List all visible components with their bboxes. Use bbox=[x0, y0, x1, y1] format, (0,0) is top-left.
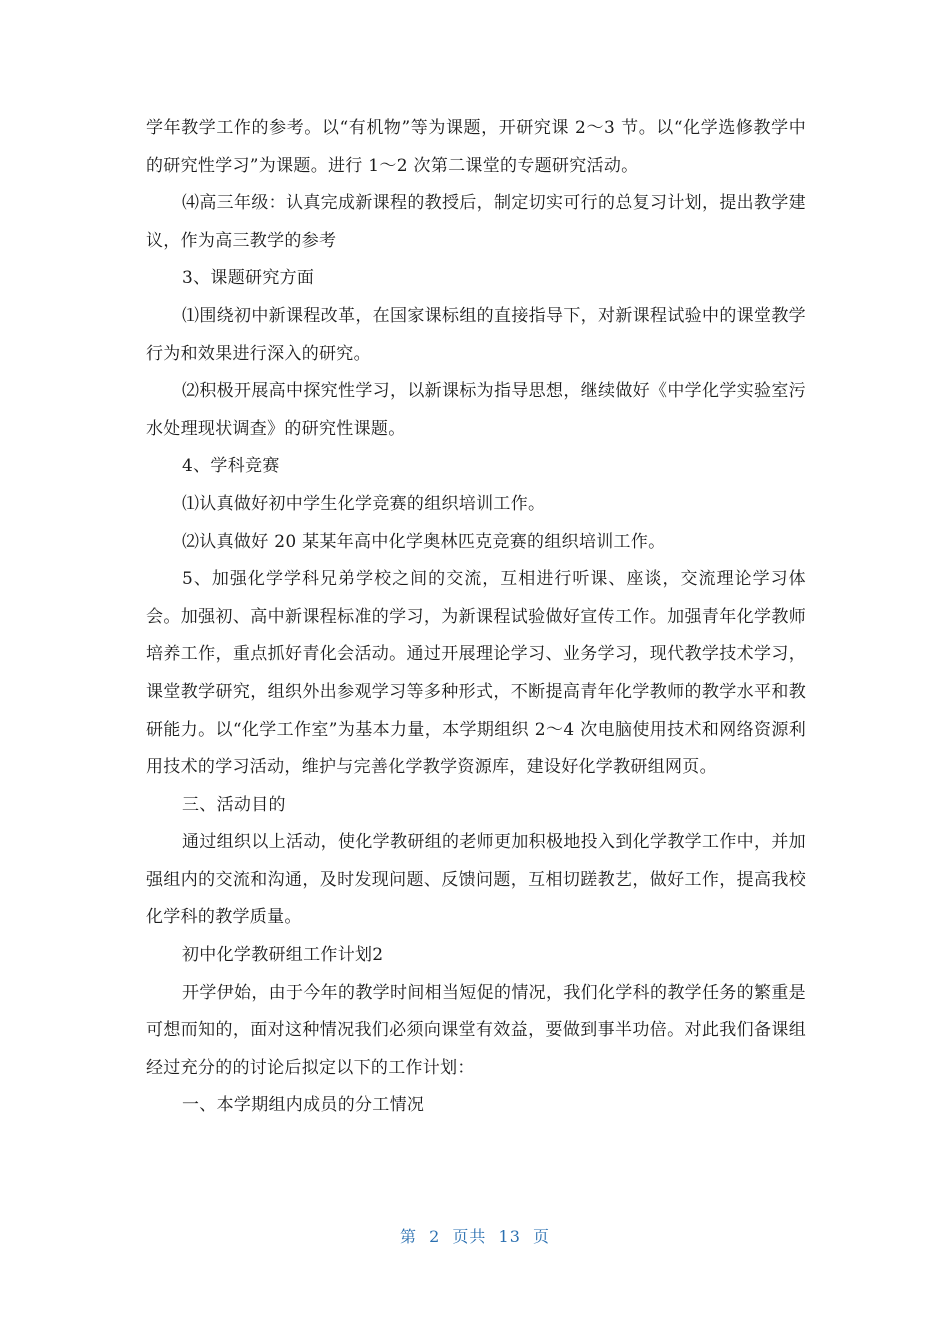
paragraph: ⑴围绕初中新课程改革，在国家课标组的直接指导下，对新课程试验中的课堂教学行为和效果进行深入的研究。 bbox=[146, 305, 806, 364]
footer-total-pages: 13 bbox=[498, 1227, 521, 1246]
section-heading: 一、本学期组内成员的分工情况 bbox=[182, 1095, 425, 1116]
paragraph: ⑵积极开展高中探究性学习，以新课标为指导思想，继续做好《中学化学实验室污水处理现状调查》的研究性课题。 bbox=[146, 381, 806, 439]
page-footer bbox=[0, 1224, 950, 1247]
footer-middle: 页共 bbox=[452, 1227, 487, 1246]
section-heading: 3、课题研究方面 bbox=[182, 268, 315, 289]
footer-page-number: 2 bbox=[429, 1227, 441, 1246]
footer-suffix: 页 bbox=[532, 1227, 550, 1246]
paragraph: 学年教学工作的参考。以“有机物”等为课题，开研究课 2～3 节。以“化学选修教学中的研究性学习”为课题。进行 1～2 次第二课堂的专题研究活动。 bbox=[146, 118, 806, 176]
section-heading: 三、活动目的 bbox=[182, 794, 286, 815]
paragraph: ⑷高三年级：认真完成新课程的教授后，制定切实可行的总复习计划，提出教学建议，作为高三教学的参考 bbox=[146, 193, 806, 251]
section-heading: 4、学科竞赛 bbox=[182, 456, 280, 477]
document-body bbox=[146, 110, 806, 1125]
paragraph: 5、加强化学学科兄弟学校之间的交流，互相进行听课、座谈，交流理论学习体会。加强初、高中新课程标准的学习，为新课程试验做好宣传工作。加强青年化学教师培养工作，重点抓好青化会活动。通过开展理论学习、业务学习，现代教学技术学习，课堂教学研究，组织外出参观学习等多种形式，不断提高青年化学教师的教学水平和教研能力。以“化学工作室”为基本力量，本学期组织 2～4 次电脑使用技术和网络资源利用技术的学习活动，维护与完善化学教学资源库，建设好化学教研组网页。 bbox=[146, 569, 806, 778]
paragraph: 通过组织以上活动，使化学教研组的老师更加积极地投入到化学教学工作中，并加强组内的交流和沟通，及时发现问题、反馈问题，互相切蹉教艺，做好工作，提高我校化学科的教学质量。 bbox=[146, 832, 806, 928]
document-subtitle: 初中化学教研组工作计划2 bbox=[182, 945, 384, 966]
paragraph: ⑴认真做好初中学生化学竞赛的组织培训工作。 bbox=[182, 493, 546, 514]
paragraph: ⑵认真做好 20 某某年高中化学奥林匹克竞赛的组织培训工作。 bbox=[182, 531, 666, 552]
paragraph: 开学伊始，由于今年的教学时间相当短促的情况，我们化学科的教学任务的繁重是可想而知的，面对这种情况我们必须向课堂有效益，要做到事半功倍。对此我们备课组经过充分的的讨论后拟定以下的工作计划： bbox=[146, 982, 806, 1078]
footer-prefix: 第 bbox=[400, 1227, 418, 1246]
